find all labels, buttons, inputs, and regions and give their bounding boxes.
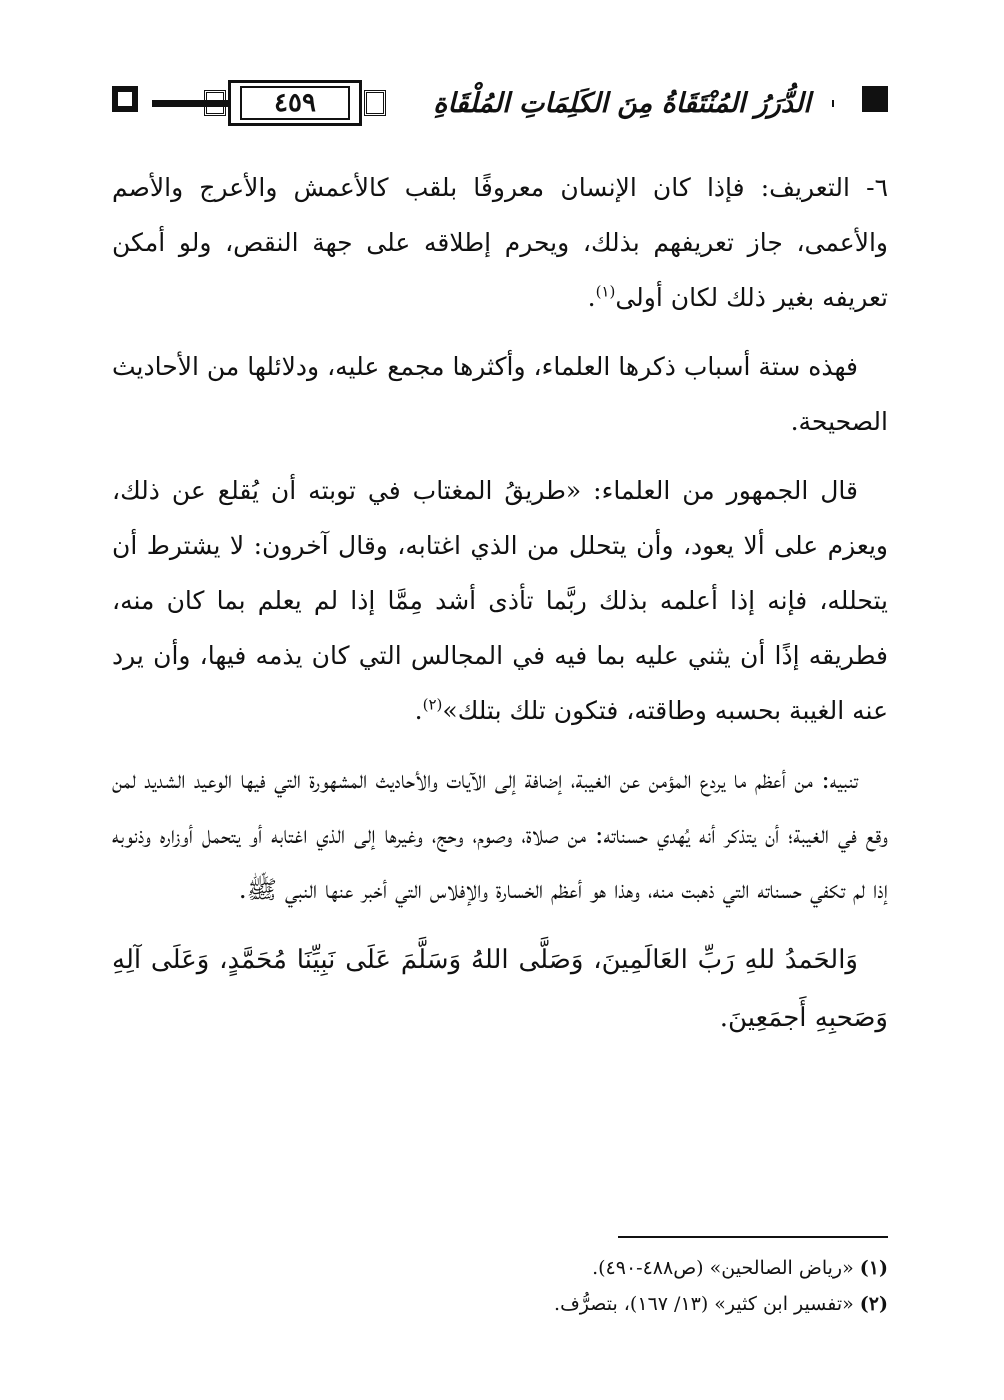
footnote-ref[interactable]: (١) [595, 282, 616, 301]
paragraph-summary: فهذه ستة أسباب ذكرها العلماء، وأكثرها مجمع عليه، ودلائلها من الأحاديث الصحيحة. [112, 352, 888, 436]
footnotes [112, 1250, 888, 1322]
header-ornament-left [112, 86, 138, 112]
paragraph-scholars [112, 463, 888, 738]
page-header [112, 72, 888, 136]
footnote-ref[interactable]: (٢) [422, 695, 443, 714]
running-title: الدُّرَرُ المُنْتَقَاةُ مِنَ الكَلِمَاتِ المُلْقَاةِ [412, 76, 832, 132]
header-ornament-right [862, 86, 888, 112]
footnote-marker: (١) [859, 1257, 888, 1279]
page-number-frame [200, 74, 390, 132]
footnote-text: «رياض الصالحين» (ص٤٨٨-٤٩٠). [592, 1257, 854, 1279]
footnote-1 [112, 1250, 888, 1286]
paragraph-end: . [414, 696, 423, 725]
footnote-divider [618, 1236, 888, 1238]
paragraph-text: ٦- التعريف: فإذا كان الإنسان معروفًا بلقب كالأعمش والأعرج والأصم والأعمى، جاز تعريفهم بذلك، ويحرم إطلاقه على جهة النقص، ولو أمكن تعريفه بغير ذلك لكان أولى [112, 173, 888, 312]
paragraph-end: . [587, 283, 596, 312]
paragraph-closing-praise: وَالحَمدُ للهِ رَبِّ العَالَمِينَ، وَصَلَّى اللهُ وَسَلَّمَ عَلَى نَبِيِّنَا مُحَمَّدٍ، وَعَلَى آلِهِ وَصَحبِهِ أَجمَعِينَ. [112, 945, 888, 1033]
frame-ornament-right [364, 90, 386, 116]
paragraph-text: قال الجمهور من العلماء: «طريقُ المغتاب في توبته أن يُقلع عن ذلك، ويعزم على ألا يعود، وأن يتحلل من الذي اغتابه، وقال آخرون: لا يشترط أن يتحلله، فإنه إذا أعلمه بذلك ربَّما تأذى أشد مِمَّا إذا لم يعلم بما كان منه، فطريقه إذًا أن يثني عليه بما فيه في المجالس التي كان يذمه فيها، وأن يرد عنه الغيبة بحسبه وطاقته، فتكون تلك بتلك» [112, 476, 888, 725]
main-text [112, 160, 888, 1061]
paragraph-note: تنبيه: من أعظم ما يردع المؤمن عن الغيبة، إضافة إلى الآيات والأحاديث المشهورة التي فيها الوعيد الشديد لمن وقع في الغيبة؛ أن يتذكر أنه يُهدي حسناته: من صلاة، وصوم، وحج، وغيرها إلى الذي اغتابه أو يتحمل أوزاره وذنوبه إذا لم تكفي حسناته التي ذهبت منه، وهذا هو أعظم الخسارة والإفلاس التي أخبر عنها النبي ﷺ. [112, 765, 888, 904]
footnote-marker: (٢) [859, 1293, 888, 1315]
paragraph-definition [112, 160, 888, 325]
footnote-text: «تفسير ابن كثير» (١٣/ ١٦٧)، بتصرُّف. [554, 1293, 854, 1315]
page-number: ٤٥٩ [274, 88, 316, 118]
footnote-2 [112, 1286, 888, 1322]
frame-ornament-left [204, 90, 226, 116]
